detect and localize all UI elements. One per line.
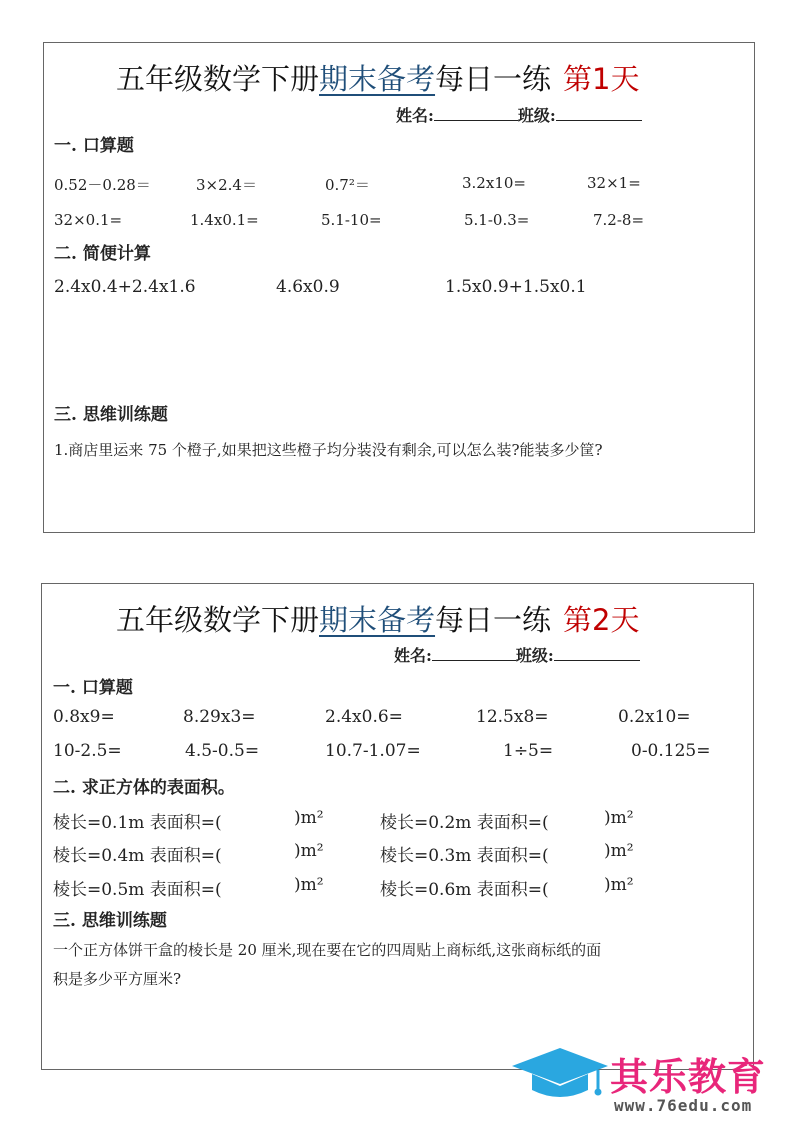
surface-area-unit: )m² — [294, 808, 324, 828]
section-oral-title: 一. 口算题 — [53, 678, 133, 698]
oral-item: 1.4x0.1= — [190, 211, 259, 229]
title-prefix: 五年级数学下册 — [116, 603, 320, 637]
section-simplify-title: 二. 简便计算 — [54, 244, 151, 264]
brand-url[interactable]: www.76edu.com — [614, 1096, 753, 1115]
thinking-problem-line-2: 积是多少平方厘米? — [53, 970, 182, 988]
surface-area-unit: )m² — [604, 875, 634, 895]
oral-item: 10.7-1.07= — [325, 741, 421, 761]
oral-item: 8.29x3= — [183, 707, 256, 727]
name-blank[interactable] — [432, 646, 516, 661]
oral-item: 3.2x10= — [462, 174, 526, 192]
simplify-item: 1.5x0.9+1.5x0.1 — [445, 277, 587, 297]
oral-item: 0.7²＝ — [325, 176, 370, 194]
oral-item: 7.2-8= — [593, 211, 645, 229]
oral-item: 5.1-10= — [321, 211, 382, 229]
oral-item: 2.4x0.6= — [325, 707, 403, 727]
name-class-row — [396, 103, 642, 126]
simplify-item: 4.6x0.9 — [276, 277, 340, 297]
thinking-problem: 1.商店里运来 75 个橙子,如果把这些橙子均分装没有剩余,可以怎么装?能装多少筐? — [54, 441, 603, 459]
surface-area-item: 棱长=0.2m 表面积=( — [380, 813, 549, 833]
oral-item: 1÷5= — [503, 741, 554, 761]
surface-area-unit: )m² — [604, 808, 634, 828]
surface-area-unit: )m² — [294, 841, 324, 861]
oral-item: 5.1-0.3= — [464, 211, 530, 229]
oral-item: 0.8x9= — [53, 707, 115, 727]
simplify-item: 2.4x0.4+2.4x1.6 — [54, 277, 196, 297]
surface-area-item: 棱长=0.5m 表面积=( — [53, 880, 222, 900]
oral-item: 0-0.125= — [631, 741, 711, 761]
name-class-row — [394, 643, 640, 666]
day-label: 第1天 — [563, 62, 640, 96]
brand-name: 其乐教育 — [610, 1055, 767, 1099]
oral-item: 4.5-0.5= — [185, 741, 260, 761]
oral-item: 32×0.1= — [54, 211, 123, 229]
name-label: 姓名: — [396, 106, 434, 125]
oral-item: 12.5x8= — [476, 707, 549, 727]
surface-area-unit: )m² — [294, 875, 324, 895]
title-prefix: 五年级数学下册 — [116, 62, 320, 96]
thinking-problem-line-1: 一个正方体饼干盒的棱长是 20 厘米,现在要在它的四周贴上商标纸,这张商标纸的面 — [53, 941, 602, 959]
worksheet-day-1 — [43, 42, 755, 533]
title-highlight: 期末备考 — [319, 603, 436, 637]
graduation-cap-icon — [510, 1044, 610, 1106]
worksheet-day-2 — [41, 583, 754, 1070]
class-label: 班级: — [515, 646, 554, 665]
day-label: 第2天 — [563, 603, 640, 637]
oral-item: 3×2.4＝ — [196, 176, 257, 194]
section-thinking-title: 三. 思维训练题 — [53, 911, 167, 931]
oral-item: 32×1= — [587, 174, 641, 192]
class-blank[interactable] — [554, 646, 640, 661]
section-oral-title: 一. 口算题 — [54, 136, 134, 156]
brand-logo — [510, 1040, 790, 1118]
oral-item: 0.2x10= — [618, 707, 691, 727]
oral-item: 0.52－0.28＝ — [54, 176, 151, 194]
section-thinking-title: 三. 思维训练题 — [54, 405, 168, 425]
worksheet-title — [116, 57, 640, 98]
surface-area-item: 棱长=0.6m 表面积=( — [380, 880, 549, 900]
class-label: 班级: — [517, 106, 556, 125]
oral-item: 10-2.5= — [53, 741, 122, 761]
surface-area-item: 棱长=0.4m 表面积=( — [53, 846, 222, 866]
title-suffix: 每日一练 — [435, 62, 552, 96]
section-surface-area-title: 二. 求正方体的表面积。 — [53, 778, 235, 798]
title-suffix: 每日一练 — [435, 603, 552, 637]
class-blank[interactable] — [556, 106, 642, 121]
surface-area-item: 棱长=0.1m 表面积=( — [53, 813, 222, 833]
surface-area-unit: )m² — [604, 841, 634, 861]
title-highlight: 期末备考 — [319, 62, 436, 96]
name-label: 姓名: — [394, 646, 432, 665]
name-blank[interactable] — [434, 106, 518, 121]
worksheet-title — [116, 598, 640, 639]
surface-area-item: 棱长=0.3m 表面积=( — [380, 846, 549, 866]
